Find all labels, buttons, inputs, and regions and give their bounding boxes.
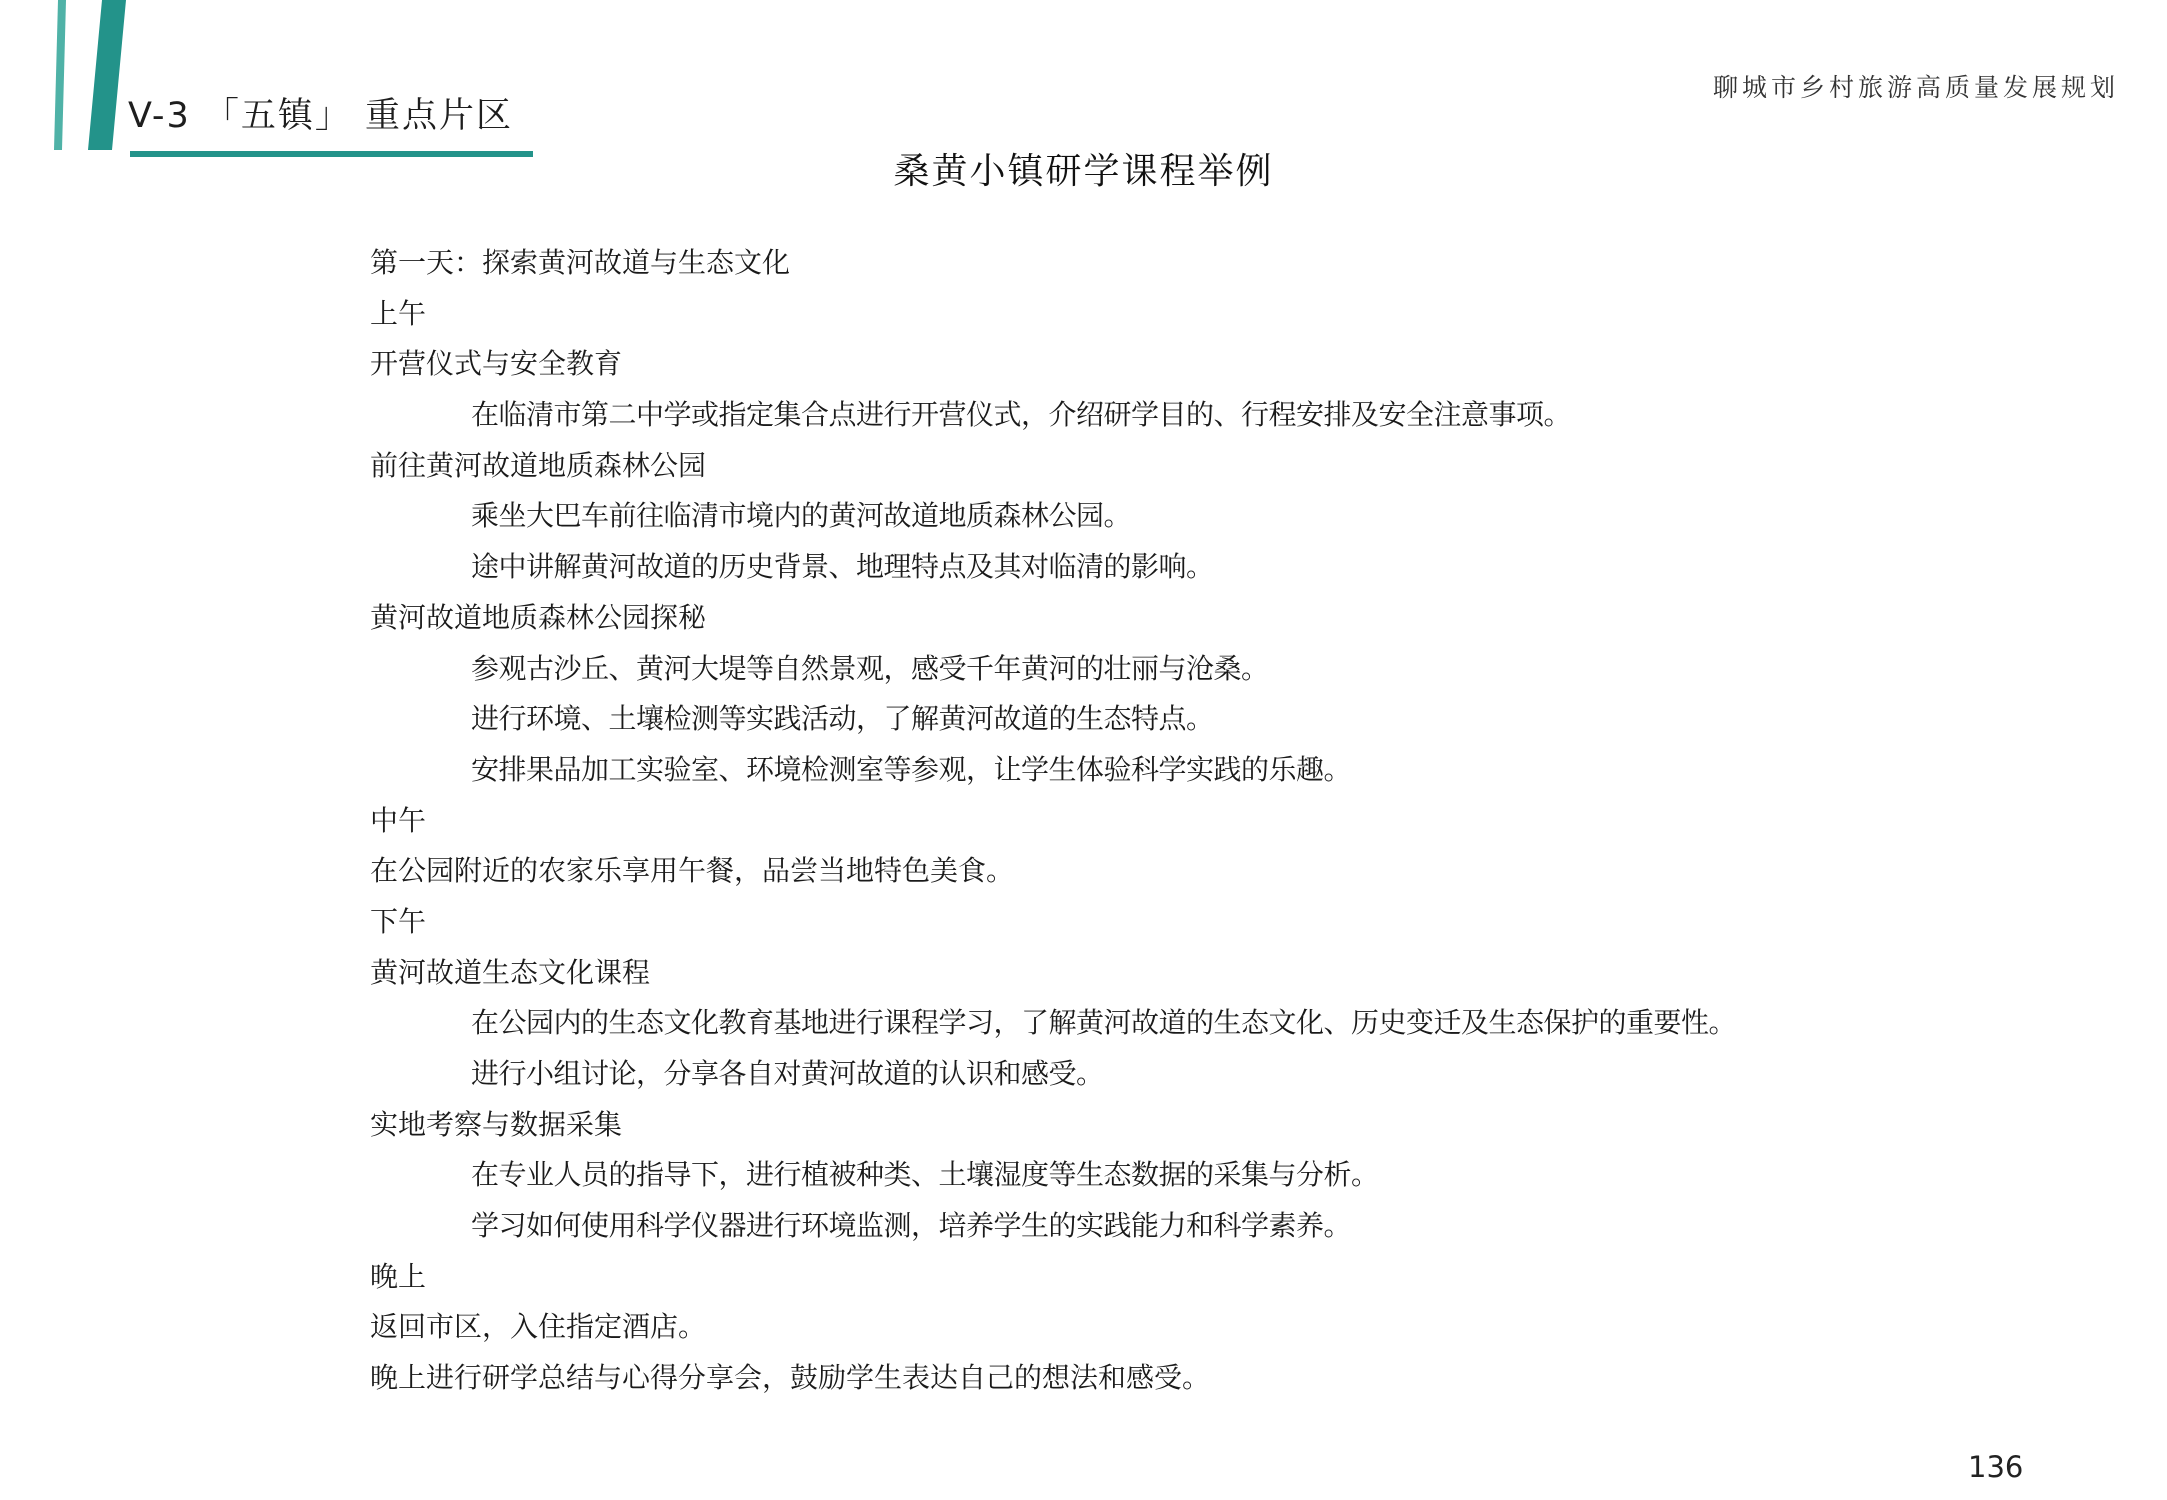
decorative-stripes: [0, 0, 140, 160]
itinerary-content: [370, 238, 2020, 1404]
stripe-thin-left: [54, 0, 66, 150]
itinerary-line-detail: 在公园内的生态文化教育基地进行课程学习，了解黄河故道的生态文化、历史变迁及生态保护的重要性。: [471, 1006, 1737, 1040]
itinerary-line-day1-heading: 第一天：探索黄河故道与生态文化: [370, 246, 791, 279]
itinerary-line-summary: 晚上进行研学总结与心得分享会，鼓励学生表达自己的想法和感受。: [370, 1361, 1211, 1395]
itinerary-line-park-explore: 黄河故道地质森林公园探秘: [370, 600, 707, 634]
itinerary-line-ecology-course: 黄河故道生态文化课程: [370, 955, 651, 989]
itinerary-line-detail: 学习如何使用科学仪器进行环境监测，培养学生的实践能力和科学素养。: [471, 1209, 1352, 1243]
section-header-label: V-3 「五镇」 重点片区: [128, 96, 514, 136]
itinerary-line-morning: 上午: [370, 296, 427, 330]
itinerary-line-detail: 参观古沙丘、黄河大堤等自然景观，感受千年黄河的壮丽与沧桑。: [471, 651, 1269, 685]
itinerary-line-noon: 中午: [370, 803, 427, 837]
page-title: 桑黄小镇研学课程举例: [893, 151, 1274, 192]
itinerary-line-field-survey: 实地考察与数据采集: [370, 1107, 623, 1141]
itinerary-line-opening-ceremony: 开营仪式与安全教育: [370, 347, 623, 381]
itinerary-line-hotel: 返回市区，入住指定酒店。: [370, 1310, 707, 1344]
itinerary-line-detail: 在专业人员的指导下，进行植被种类、土壤湿度等生态数据的采集与分析。: [471, 1158, 1379, 1192]
itinerary-line-detail: 进行环境、土壤检测等实践活动，了解黄河故道的生态特点。: [471, 702, 1214, 736]
itinerary-line-to-park: 前往黄河故道地质森林公园: [370, 448, 707, 482]
stripe-thick-right: [88, 0, 126, 150]
document-title: 聊城市乡村旅游高质量发展规划: [1712, 73, 2119, 102]
itinerary-line-evening: 晚上: [370, 1259, 427, 1293]
itinerary-line-afternoon: 下午: [370, 904, 427, 938]
itinerary-line-detail: 安排果品加工实验室、环境检测室等参观，让学生体验科学实践的乐趣。: [471, 752, 1352, 786]
itinerary-line-detail: 进行小组讨论，分享各自对黄河故道的认识和感受。: [471, 1057, 1104, 1090]
page-number: 136: [1968, 1450, 2024, 1484]
itinerary-line-lunch: 在公园附近的农家乐享用午餐，品尝当地特色美食。: [370, 854, 1015, 888]
itinerary-line-detail: 途中讲解黄河故道的历史背景、地理特点及其对临清的影响。: [471, 550, 1214, 584]
itinerary-line-detail: 乘坐大巴车前往临清市境内的黄河故道地质森林公园。: [471, 499, 1132, 533]
itinerary-line-detail: 在临清市第二中学或指定集合点进行开营仪式，介绍研学目的、行程安排及安全注意事项。: [471, 398, 1572, 432]
